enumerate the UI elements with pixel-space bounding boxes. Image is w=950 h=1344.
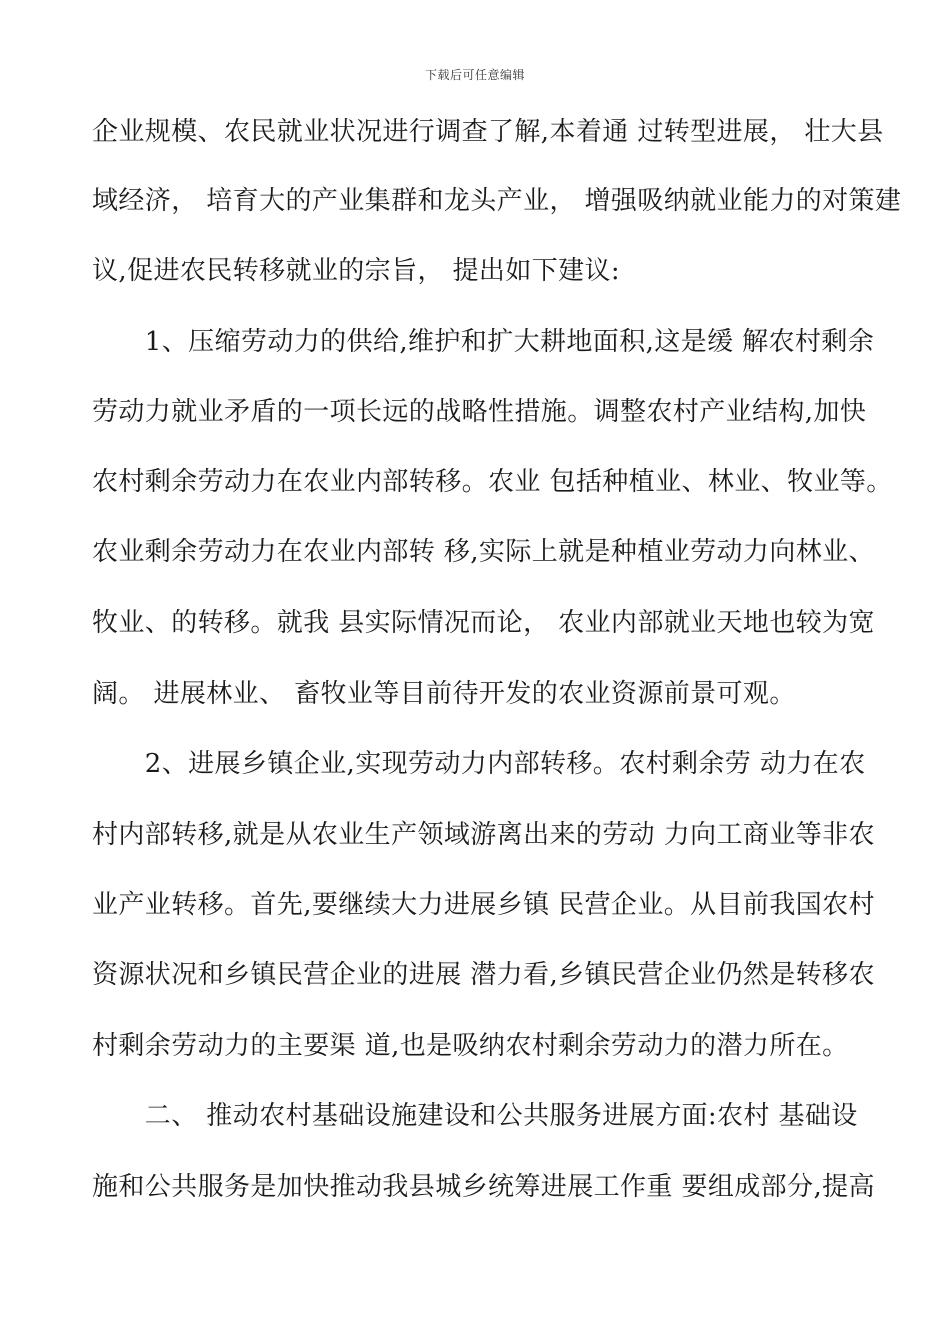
text-line: 2、进展乡镇企业,实现劳动力内部转移。农村剩余劳 动力在农 <box>92 749 866 779</box>
text-line: 议,促进农民转移就业的宗旨， 提出如下建议: <box>92 256 621 286</box>
text-line: 牧业、的转移。就我 县实际情况而论， 农业内部就业天地也较为宽 <box>92 608 875 638</box>
text-line: 企业规模、农民就业状况进行调查了解,本着通 过转型进展， 壮大县 <box>92 117 884 147</box>
page-header: 下载后可任意编辑 <box>424 68 525 82</box>
text-line: 资源状况和乡镇民营企业的进展 潜力看,乡镇民营企业仍然是转移农 <box>92 960 875 990</box>
text-line: 农村剩余劳动力在农业内部转移。农业 包括种植业、林业、牧业等。 <box>92 467 893 497</box>
text-line: 域经济， 培育大的产业集群和龙头产业， 增强吸纳就业能力的对策建 <box>92 186 902 216</box>
text-line: 施和公共服务是加快推动我县城乡统筹进展工作重 要组成部分,提高 <box>92 1172 875 1202</box>
text-line: 1、压缩劳动力的供给,维护和扩大耕地面积,这是缓 解农村剩余 <box>92 327 875 357</box>
text-line: 二、 推动农村基础设施建设和公共服务进展方面:农村 基础设 <box>92 1101 858 1131</box>
text-line: 农业剩余劳动力在农业内部转 移,实际上就是种植业劳动力向林业、 <box>92 537 875 567</box>
text-line: 村剩余劳动力的主要渠 道,也是吸纳农村剩余劳动力的潜力所在。 <box>92 1031 849 1061</box>
text-line: 劳动力就业矛盾的一项长远的战略性措施。调整农村产业结构,加快 <box>92 397 867 427</box>
text-line: 业产业转移。首先,要继续大力进展乡镇 民营企业。从目前我国农村 <box>92 890 875 920</box>
text-line: 村内部转移,就是从农业生产领域游离出来的劳动 力向工商业等非农 <box>92 820 875 850</box>
text-line: 阔。 进展林业、 畜牧业等目前待开发的农业资源前景可观。 <box>92 679 796 709</box>
